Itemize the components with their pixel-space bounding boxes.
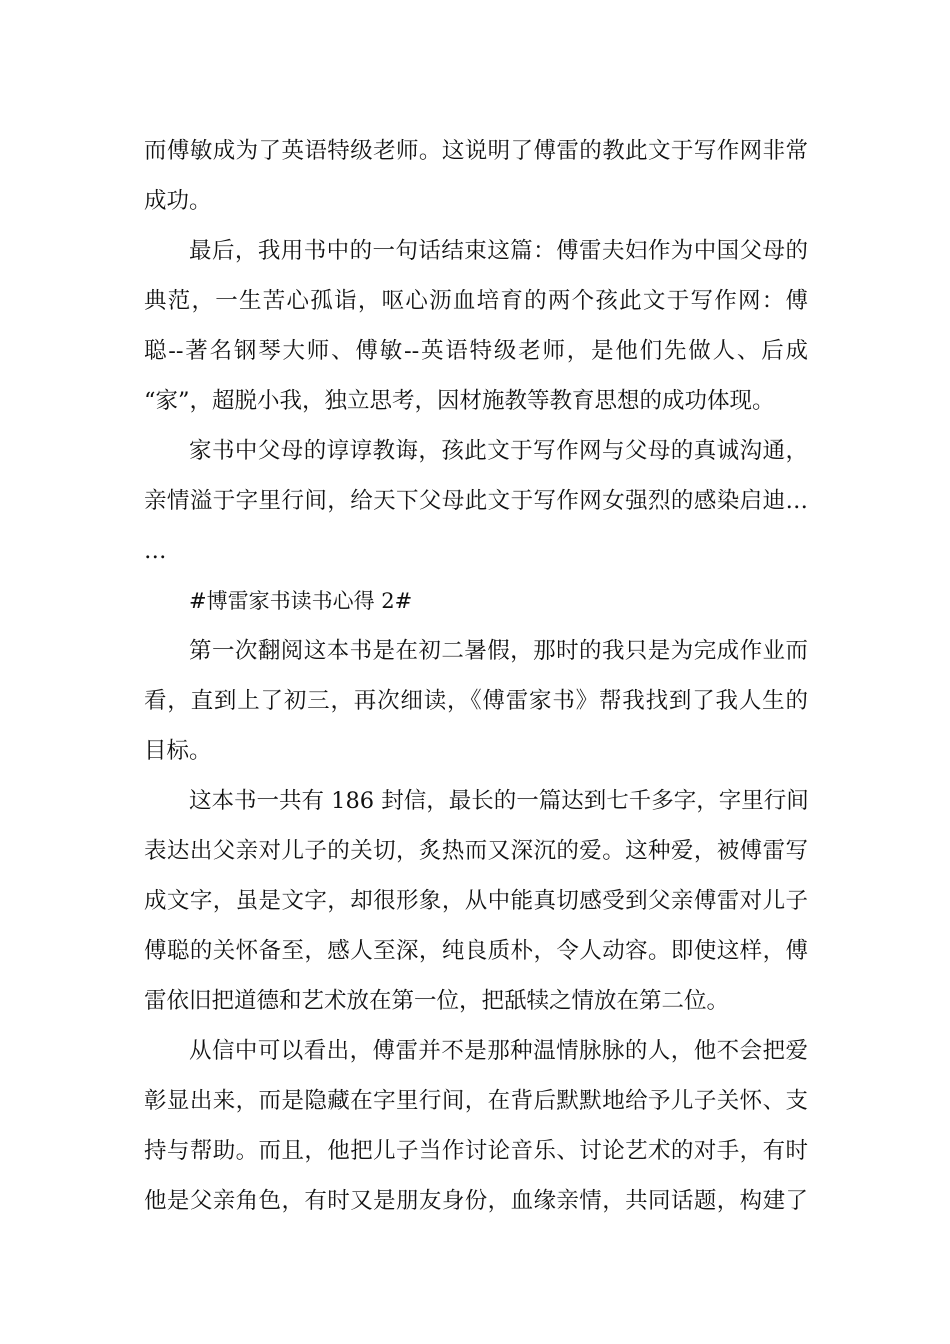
paragraph-3	[144, 426, 808, 576]
paragraph-2	[144, 226, 808, 426]
text-line: 亲情溢于字里行间，给天下父母此文于写作网女强烈的感染启迪…	[144, 488, 808, 514]
paragraph-4	[144, 626, 808, 776]
text-line: 最后，我用书中的一句话结束这篇：傅雷夫妇作为中国父母的	[189, 238, 808, 264]
text-line: 典范，一生苦心孤诣，呕心沥血培育的两个孩此文于写作网：傅	[144, 288, 808, 314]
text-line: 聪--著名钢琴大师、傅敏--英语特级老师，是他们先做人、后成	[144, 338, 808, 364]
text-line: 这本书一共有 186 封信，最长的一篇达到七千多字，字里行间	[189, 788, 809, 814]
paragraph-5	[144, 776, 808, 1026]
text-line: 成功。	[144, 188, 212, 214]
document-body	[144, 126, 808, 1226]
text-line: 第一次翻阅这本书是在初二暑假，那时的我只是为完成作业而	[189, 638, 808, 664]
text-line: 持与帮助。而且，他把儿子当作讨论音乐、讨论艺术的对手，有时	[144, 1138, 808, 1164]
paragraph-6	[144, 1026, 808, 1226]
text-line: 从信中可以看出，傅雷并不是那种温情脉脉的人，他不会把爱	[189, 1038, 808, 1064]
text-line: “家”，超脱小我，独立思考，因材施教等教育思想的成功体现。	[144, 388, 775, 414]
text-line: 目标。	[144, 738, 212, 764]
text-line: 傅聪的关怀备至，感人至深，纯良质朴，令人动容。即使这样，傅	[144, 938, 808, 964]
text-line: …	[144, 538, 167, 564]
text-line: 家书中父母的谆谆教诲，孩此文于写作网与父母的真诚沟通，	[189, 438, 808, 464]
text-line: 表达出父亲对儿子的关切，炙热而又深沉的爱。这种爱，被傅雷写	[144, 838, 808, 864]
paragraph-1	[144, 126, 808, 226]
text-line: 雷依旧把道德和艺术放在第一位，把舐犊之情放在第二位。	[144, 988, 730, 1014]
section-heading	[144, 576, 808, 626]
text-line: 而傅敏成为了英语特级老师。这说明了傅雷的教此文于写作网非常	[144, 138, 808, 164]
text-line: 他是父亲角色，有时又是朋友身份，血缘亲情，共同话题，构建了	[144, 1188, 808, 1214]
text-line: 彰显出来，而是隐藏在字里行间，在背后默默地给予儿子关怀、支	[144, 1088, 808, 1114]
section-heading-text: #博雷家书读书心得 2#	[189, 589, 413, 613]
text-line: 看，直到上了初三，再次细读，《傅雷家书》帮我找到了我人生的	[144, 688, 808, 714]
text-line: 成文字，虽是文字，却很形象，从中能真切感受到父亲傅雷对儿子	[144, 888, 808, 914]
